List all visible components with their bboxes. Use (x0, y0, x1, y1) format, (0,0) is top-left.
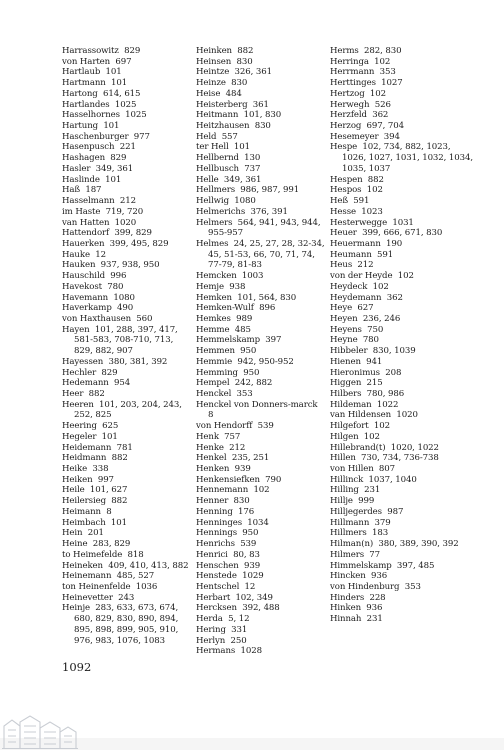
index-entry: Hildeman 1022 (330, 399, 399, 410)
index-entry: Hilman(n) 380, 389, 390, 392 (330, 539, 459, 550)
index-entry: Himmelskamp 397, 485 (330, 560, 435, 571)
index-entry: Hartung 101 (62, 121, 120, 132)
index-entry: Hibbeler 830, 1039 (330, 346, 416, 357)
index-entry: Henkensiefken 790 (196, 474, 282, 485)
index-entry: Hercksen 392, 488 (196, 603, 280, 614)
index-entry: Hemken-Wulf 896 (196, 303, 276, 314)
index-entry: Hartong 614, 615 (62, 88, 141, 99)
index-entry: Havekost 780 (62, 281, 124, 292)
index-entry: Held 557 (196, 131, 238, 142)
index-entry: Hemmie 942, 950-952 (196, 356, 294, 367)
index-entry: Hertzog 102 (330, 88, 387, 99)
index-entry: Hilbers 780, 986 (330, 389, 405, 399)
index-entry: Heinemann 485, 527 (62, 571, 155, 582)
index-entry: ter Hell 101 (196, 142, 251, 153)
index-entry: Hemken 101, 564, 830 (196, 292, 297, 303)
index-entry: Hilljegerdes 987 (330, 506, 404, 517)
index-entry: Hempel 242, 882 (196, 378, 273, 389)
index-entry: Hennemann 102 (196, 485, 270, 496)
index-entry: Hincken 936 (330, 571, 388, 582)
index-entry: Heydemann 362 (330, 292, 403, 303)
index-entry: Henrichs 539 (196, 539, 257, 550)
index-entry: Heinevetter 243 (62, 592, 135, 603)
index-entry: Hilmers 77 (330, 549, 381, 560)
index-entry: Heisterberg 361 (196, 99, 269, 110)
index-entry: ton Heinenfelde 1036 (62, 581, 158, 592)
index-entry: Hasler 349, 361 (62, 163, 134, 174)
index-entry: Hauschild 996 (62, 271, 127, 282)
index-entry: Henkel 235, 251 (196, 453, 270, 464)
index-entry: Hespos 102 (330, 185, 383, 196)
index-entry: Hellbernd 130 (196, 153, 261, 164)
index-entry: von Hindenburg 353 (330, 581, 421, 592)
index-entry: Haverkamp 490 (62, 303, 134, 314)
index-entry: Herringa 102 (330, 56, 391, 67)
index-entry: Hienen 941 (330, 356, 383, 367)
index-entry: Henk 757 (196, 431, 241, 442)
index-entry: Hillen 730, 734, 736-738 (330, 453, 439, 464)
index-entry: Hellmers 986, 987, 991 (196, 185, 300, 196)
index-entry: Hemje 938 (196, 281, 246, 292)
index-entry: Hechler 829 (62, 367, 118, 378)
index-entry: Henner 830 (196, 496, 250, 507)
index-entry: Heimbach 101 (62, 517, 128, 528)
index-entry: Hilgen 102 (330, 431, 380, 442)
index-entry: Hentschel 12 (196, 581, 256, 592)
index-entry: Hattendorf 399, 829 (62, 228, 152, 239)
library-building-icon (0, 712, 80, 750)
index-entry: Heike 338 (62, 464, 109, 475)
index-entry: Henckel 353 (196, 389, 253, 399)
index-entry: Heer 882 (62, 389, 105, 399)
index-entry: Hasselmann 212 (62, 196, 136, 207)
index-entry: Hinders 228 (330, 592, 386, 603)
index-entry: Henstede 1029 (196, 571, 264, 582)
index-entry: Hesterwegge 1031 (330, 217, 414, 228)
index-entry: im Haste 719, 720 (62, 206, 144, 217)
index-entry: Hinnah 231 (330, 614, 383, 625)
index-entry: Heß 591 (330, 196, 370, 207)
index-entry: Henning 176 (196, 506, 255, 517)
index-entry: Hemming 950 (196, 367, 260, 378)
index-entry: Helmers 564, 941, 943, 944, 955-957 (196, 217, 324, 239)
index-entry: Hellwig 1080 (196, 196, 256, 207)
index-entry: Hespen 882 (330, 174, 384, 185)
index-entry: Hayessen 380, 381, 392 (62, 356, 168, 367)
index-entry: Hesse 1023 (330, 206, 383, 217)
index-entry: Heinje 283, 633, 673, 674, 680, 829, 830, 890, 894, 895, 898, 899, 905, 910, 976, 983, 1076, 1083 (62, 603, 181, 646)
index-entry: Heitzhausen 830 (196, 121, 271, 132)
index-entry: Heyens 750 (330, 324, 384, 335)
index-column-3 (330, 46, 475, 625)
index-entry: Herzog 697, 704 (330, 121, 405, 132)
index-entry: Hillje 999 (330, 496, 375, 507)
index-entry: van Hatten 1020 (62, 217, 137, 228)
index-entry: Heitmann 101, 830 (196, 110, 282, 121)
index-entry: Heinze 830 (196, 78, 248, 89)
index-entry: Haß 187 (62, 185, 102, 196)
index-entry: Hellbusch 737 (196, 163, 261, 174)
index-entry: Heyne 780 (330, 335, 379, 346)
index-entry: Heilersieg 882 (62, 496, 128, 507)
index-entry: Herttinges 1027 (330, 78, 403, 89)
index-entry: Herbart 102, 349 (196, 592, 273, 603)
index-entry: Hedemann 954 (62, 378, 131, 389)
index-entry: Herms 282, 830 (330, 46, 402, 56)
index-entry: Heidmann 882 (62, 453, 128, 464)
index-entry: Hennings 950 (196, 528, 259, 539)
index-entry: Havemann 1080 (62, 292, 135, 303)
index-entry: Heineken 409, 410, 413, 882 (62, 560, 189, 571)
index-entry: van Hildensen 1020 (330, 410, 418, 421)
index-entry: Higgen 215 (330, 378, 383, 389)
index-entry: Henken 939 (196, 464, 251, 475)
index-entry: Heiken 997 (62, 474, 114, 485)
index-entry: Hasselhornes 1025 (62, 110, 147, 121)
index-entry: Heise 484 (196, 88, 242, 99)
index-entry: Hasenpusch 221 (62, 142, 136, 153)
index-entry: Heidemann 781 (62, 442, 133, 453)
index-entry: Heydeck 102 (330, 281, 389, 292)
index-entry: Henke 212 (196, 442, 246, 453)
index-entry: von der Heyde 102 (330, 271, 414, 282)
index-entry: Hauken 937, 938, 950 (62, 260, 160, 271)
index-entry: Hillinck 1037, 1040 (330, 474, 417, 485)
index-entry: Hinken 936 (330, 603, 383, 614)
index-entry: Hillmann 379 (330, 517, 391, 528)
index-entry: Henschen 939 (196, 560, 261, 571)
index-entry: Henckel von Donners-marck 8 (196, 399, 323, 421)
index-entry: Haschenburger 977 (62, 131, 150, 142)
index-entry: to Heimefelde 818 (62, 549, 144, 560)
index-entry: Heile 101, 627 (62, 485, 128, 496)
index-entry: Heeren 101, 203, 204, 243, 252, 825 (62, 399, 185, 421)
index-entry: Hemmen 950 (196, 346, 257, 357)
index-entry: von Hillen 807 (330, 464, 396, 475)
index-entry: Hashagen 829 (62, 153, 127, 164)
index-entry: Heuermann 190 (330, 238, 403, 249)
index-entry: Henninges 1034 (196, 517, 269, 528)
index-entry: Herlyn 250 (196, 635, 247, 646)
index-entry: Heus 212 (330, 260, 374, 271)
index-entry: von Hendorff 539 (196, 421, 274, 432)
index-entry: Hieronimus 208 (330, 367, 402, 378)
index-entry: Herrmann 353 (330, 67, 396, 78)
index-entry: Hartmann 101 (62, 78, 128, 89)
index-entry: Hayen 101, 288, 397, 417, 581-583, 708-710, 713, 829, 882, 907 (62, 324, 181, 357)
index-entry: Hillmers 183 (330, 528, 389, 539)
index-entry: Hering 331 (196, 624, 248, 635)
index-entry: Hartlandes 1025 (62, 99, 137, 110)
index-entry: Heye 627 (330, 303, 374, 314)
index-column-2 (196, 46, 326, 657)
index-entry: Hartlaub 101 (62, 67, 122, 78)
index-entry: Haslinde 101 (62, 174, 122, 185)
index-entry: Hespe 102, 734, 882, 1023, 1026, 1027, 1031, 1032, 1034, 1035, 1037 (330, 142, 476, 174)
index-entry: Helle 349, 361 (196, 174, 262, 185)
index-entry: Heine 283, 829 (62, 539, 131, 550)
index-entry: Heimann 8 (62, 506, 112, 517)
index-entry: Hermans 1028 (196, 646, 262, 657)
index-entry: Hemme 485 (196, 324, 251, 335)
index-entry: von Haxthausen 560 (62, 313, 153, 324)
index-entry: Heinsen 830 (196, 56, 253, 67)
index-entry: Herda 5, 12 (196, 614, 250, 625)
index-entry: Hegeler 101 (62, 431, 118, 442)
index-entry: Hein 201 (62, 528, 104, 539)
index-entry: Helmerichs 376, 391 (196, 206, 288, 217)
index-entry: Hillebrand(t) 1020, 1022 (330, 442, 439, 453)
index-entry: Henrici 80, 83 (196, 549, 260, 560)
index-entry: von Harten 697 (62, 56, 132, 67)
page-number: 1092 (62, 660, 92, 674)
index-entry: Harrassowitz 829 (62, 46, 141, 56)
index-entry: Hesemeyer 394 (330, 131, 400, 142)
index-entry: Heinken 882 (196, 46, 254, 56)
index-entry: Hemcken 1003 (196, 271, 264, 282)
index-entry: Hauke 12 (62, 249, 106, 260)
index-column-1 (62, 46, 192, 646)
index-entry: Hemmelskamp 397 (196, 335, 282, 346)
index-entry: Herwegh 526 (330, 99, 391, 110)
index-entry: Hauerken 399, 495, 829 (62, 238, 169, 249)
index-entry: Hemkes 989 (196, 313, 253, 324)
index-entry: Heumann 591 (330, 249, 394, 260)
index-entry: Hilgefort 102 (330, 421, 390, 432)
index-entry: Heuer 399, 666, 671, 830 (330, 228, 443, 239)
index-entry: Heering 625 (62, 421, 119, 432)
index-entry: Helmes 24, 25, 27, 28, 32-34, 45, 51-53, 66, 70, 71, 74, 77-79, 81-83 (196, 238, 328, 271)
index-entry: Heyen 236, 246 (330, 313, 401, 324)
index-entry: Hilling 231 (330, 485, 381, 496)
index-entry: Heintze 326, 361 (196, 67, 272, 78)
index-entry: Herzfeld 362 (330, 110, 389, 121)
